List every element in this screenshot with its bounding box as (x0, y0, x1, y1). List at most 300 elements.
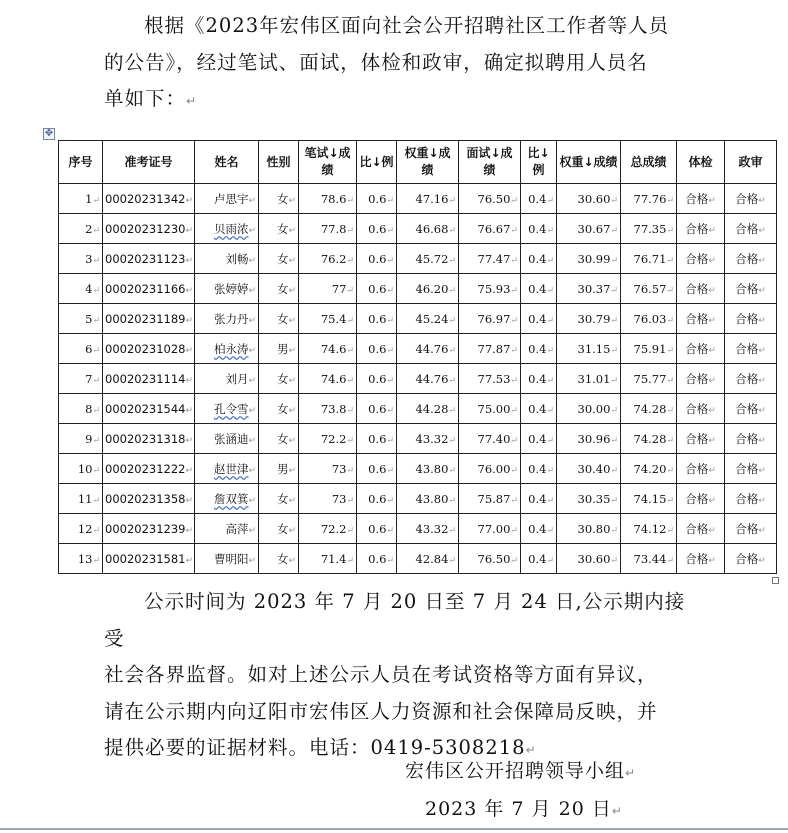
cell-political (725, 274, 777, 304)
cell-value: 2 (85, 221, 93, 236)
cell-mark: ↵ (546, 435, 554, 446)
notice-line-1: 公示时间为 2023 年 7 月 20 日至 7 月 24 日,公示期内接受 (104, 590, 686, 650)
cell-value: 女 (276, 221, 289, 236)
cell-mark: ↵ (185, 255, 194, 266)
cell-exam-id (103, 484, 195, 514)
cell-mark: ↵ (448, 225, 456, 236)
cell-value: 74.15 (633, 491, 667, 506)
cell-ratio2 (521, 544, 557, 574)
cell-mark: ↵ (758, 345, 766, 356)
cell-mark: ↵ (386, 225, 394, 236)
cell-value: 00020231358 (105, 491, 186, 506)
cell-value: 46.20 (415, 281, 449, 296)
cell-value: 30.96 (577, 431, 611, 446)
cell-mark: ↵ (92, 195, 100, 206)
cell-mark: ↵ (666, 465, 674, 476)
cell-mark: ↵ (248, 405, 256, 416)
cell-ratio1 (357, 424, 397, 454)
cell-ratio1 (357, 454, 397, 484)
cell-mark: ↵ (708, 195, 716, 206)
cell-value: 30.40 (577, 461, 611, 476)
cell-mark: ↵ (758, 435, 766, 446)
cell-mark: ↵ (288, 405, 296, 416)
cell-mark: ↵ (288, 315, 296, 326)
cell-weighted1 (397, 544, 459, 574)
cell-value: 30.60 (577, 551, 611, 566)
cell-value: 张涵迪 (213, 431, 249, 446)
cell-mark: ↵ (248, 225, 256, 236)
cell-mark: ↵ (288, 375, 296, 386)
cell-value: 0.4 (528, 401, 547, 416)
cell-weighted1 (397, 454, 459, 484)
cell-value: 女 (276, 551, 289, 566)
cell-name (195, 454, 259, 484)
cell-value: 张力丹 (213, 311, 249, 326)
cell-value: 00020231581 (105, 551, 186, 566)
paragraph-mark: ↵ (611, 804, 622, 818)
cell-mark: ↵ (546, 285, 554, 296)
cell-value: 42.84 (415, 551, 449, 566)
cell-mark: ↵ (288, 255, 296, 266)
cell-mark: ↵ (448, 285, 456, 296)
cell-mark: ↵ (185, 315, 194, 326)
cell-value: 0.4 (528, 281, 547, 296)
cell-value: 合格 (685, 341, 709, 356)
cell-ratio2 (521, 244, 557, 274)
cell-mark: ↵ (510, 375, 518, 386)
table-row (59, 544, 777, 574)
cell-total (621, 394, 677, 424)
cell-gender (259, 184, 299, 214)
cell-value: 女 (276, 281, 289, 296)
cell-weighted2 (557, 364, 621, 394)
cell-value: 高萍 (225, 521, 249, 536)
cell-value: 合格 (685, 461, 709, 476)
cell-value: 0.6 (368, 221, 387, 236)
cell-mark: ↵ (248, 315, 256, 326)
cell-mark: ↵ (288, 195, 296, 206)
cell-value: 合格 (685, 401, 709, 416)
cell-mark: ↵ (185, 435, 194, 446)
cell-value: 男 (276, 461, 289, 476)
cell-mark: ↵ (708, 225, 716, 236)
signature-org-text: 宏伟区公开招聘领导小组 (405, 760, 626, 782)
cell-value: 00020231222 (105, 461, 186, 476)
cell-value: 77.87 (477, 341, 511, 356)
cell-gender (259, 304, 299, 334)
cell-gender (259, 544, 299, 574)
cell-gender (259, 454, 299, 484)
notice-line-4: 提供必要的证据材料。电话：0419-5308218 (104, 736, 526, 759)
cell-total (621, 244, 677, 274)
cell-value: 0.6 (368, 521, 387, 536)
cell-value: 45.24 (415, 311, 449, 326)
cell-value: 詹双箕 (213, 491, 249, 506)
cell-value: 女 (276, 191, 289, 206)
cell-mark: ↵ (386, 315, 394, 326)
cell-mark: ↵ (386, 375, 394, 386)
cell-value: 00020231123 (105, 251, 186, 266)
cell-total (621, 274, 677, 304)
cell-name (195, 514, 259, 544)
header-name: 姓名 (195, 141, 259, 184)
cell-mark: ↵ (386, 195, 394, 206)
cell-mark: ↵ (386, 495, 394, 506)
cell-mark: ↵ (758, 465, 766, 476)
cell-mark: ↵ (758, 555, 766, 566)
cell-value: 30.35 (577, 491, 611, 506)
cell-value: 77.8 (320, 221, 347, 236)
cell-value: 合格 (685, 311, 709, 326)
cell-value: 5 (85, 311, 93, 326)
header-ratio-2: 比↓例 (521, 141, 557, 184)
cell-mark: ↵ (510, 315, 518, 326)
cell-value: 45.72 (415, 251, 449, 266)
cell-value: 30.67 (577, 221, 611, 236)
cell-value: 女 (276, 251, 289, 266)
cell-value: 0.6 (368, 401, 387, 416)
cell-weighted1 (397, 514, 459, 544)
cell-mark: ↵ (92, 495, 100, 506)
cell-value: 合格 (685, 551, 709, 566)
cell-political (725, 304, 777, 334)
cell-mark: ↵ (546, 555, 554, 566)
cell-name (195, 424, 259, 454)
cell-mark: ↵ (185, 555, 194, 566)
cell-value: 9 (85, 431, 93, 446)
cell-value: 43.32 (415, 521, 449, 536)
cell-no (59, 274, 103, 304)
cell-value: 柏永涛 (213, 341, 249, 356)
cell-ratio1 (357, 544, 397, 574)
notice-line-3: 请在公示期内向辽阳市宏伟区人力资源和社会保障局反映，并 (104, 699, 658, 723)
cell-mark: ↵ (288, 495, 296, 506)
cell-mark: ↵ (666, 315, 674, 326)
cell-mark: ↵ (510, 435, 518, 446)
cell-mark: ↵ (610, 195, 618, 206)
cell-weighted2 (557, 334, 621, 364)
cell-value: 女 (276, 401, 289, 416)
cell-value: 75.93 (477, 281, 511, 296)
cell-value: 刘月 (225, 371, 249, 386)
cell-mark: ↵ (448, 555, 456, 566)
table-row (59, 274, 777, 304)
cell-ratio1 (357, 514, 397, 544)
notice-paragraph (104, 584, 694, 769)
cell-written (299, 244, 357, 274)
header-weighted-1: 权重↓成绩 (397, 141, 459, 184)
cell-weighted1 (397, 394, 459, 424)
cell-ratio1 (357, 274, 397, 304)
cell-value: 71.4 (320, 551, 347, 566)
paragraph-mark: ↵ (525, 743, 536, 757)
cell-value: 78.6 (320, 191, 347, 206)
cell-value: 合格 (735, 491, 759, 506)
cell-mark: ↵ (708, 495, 716, 506)
cell-mark: ↵ (610, 465, 618, 476)
cell-ratio2 (521, 274, 557, 304)
cell-value: 0.6 (368, 341, 387, 356)
intro-paragraph (104, 8, 694, 120)
cell-mark: ↵ (448, 195, 456, 206)
cell-mark: ↵ (546, 495, 554, 506)
cell-value: 0.6 (368, 551, 387, 566)
cell-value: 00020231342 (105, 191, 186, 206)
header-exam-id: 准考证号 (103, 141, 195, 184)
cell-weighted2 (557, 394, 621, 424)
cell-value: 75.87 (477, 491, 511, 506)
cell-value: 12 (77, 521, 93, 536)
cell-value: 75.91 (633, 341, 667, 356)
cell-political (725, 184, 777, 214)
cell-ratio2 (521, 304, 557, 334)
table-row (59, 514, 777, 544)
cell-gender (259, 214, 299, 244)
cell-mark: ↵ (346, 345, 354, 356)
cell-value: 30.37 (577, 281, 611, 296)
cell-mark: ↵ (666, 555, 674, 566)
table-row (59, 364, 777, 394)
cell-value: 72.2 (320, 521, 347, 536)
cell-mark: ↵ (510, 285, 518, 296)
cell-mark: ↵ (510, 465, 518, 476)
table-row (59, 184, 777, 214)
cell-mark: ↵ (758, 375, 766, 386)
cell-mark: ↵ (346, 195, 354, 206)
cell-ratio2 (521, 394, 557, 424)
cell-weighted1 (397, 274, 459, 304)
cell-gender (259, 514, 299, 544)
cell-mark: ↵ (510, 255, 518, 266)
page-bottom-rule (0, 828, 788, 830)
cell-mark: ↵ (92, 465, 100, 476)
cell-no (59, 544, 103, 574)
cell-weighted2 (557, 454, 621, 484)
cell-mark: ↵ (546, 345, 554, 356)
cell-ratio2 (521, 184, 557, 214)
cell-mark: ↵ (346, 465, 354, 476)
cell-total (621, 184, 677, 214)
cell-political (725, 424, 777, 454)
results-table (58, 140, 777, 574)
cell-mark: ↵ (546, 405, 554, 416)
table-move-handle-icon[interactable]: ✥ (44, 128, 54, 139)
cell-no (59, 184, 103, 214)
cell-value: 0.6 (368, 191, 387, 206)
cell-weighted2 (557, 274, 621, 304)
cell-ratio1 (357, 484, 397, 514)
cell-gender (259, 424, 299, 454)
cell-value: 77.47 (477, 251, 511, 266)
cell-mark: ↵ (185, 195, 194, 206)
cell-mark: ↵ (288, 285, 296, 296)
cell-value: 43.32 (415, 431, 449, 446)
header-gender: 性别 (259, 141, 299, 184)
cell-name (195, 394, 259, 424)
cell-mark: ↵ (386, 525, 394, 536)
cell-weighted2 (557, 244, 621, 274)
cell-no (59, 334, 103, 364)
cell-value: 合格 (685, 431, 709, 446)
cell-physical (677, 244, 725, 274)
cell-mark: ↵ (92, 285, 100, 296)
paragraph-mark: ↵ (186, 94, 197, 108)
cell-political (725, 484, 777, 514)
cell-physical (677, 394, 725, 424)
cell-value: 合格 (735, 401, 759, 416)
cell-value: 4 (85, 281, 93, 296)
cell-gender (259, 244, 299, 274)
cell-weighted2 (557, 304, 621, 334)
cell-interview (459, 304, 521, 334)
cell-no (59, 214, 103, 244)
cell-value: 8 (85, 401, 93, 416)
cell-mark: ↵ (510, 525, 518, 536)
cell-value: 合格 (685, 281, 709, 296)
cell-name (195, 244, 259, 274)
cell-exam-id (103, 334, 195, 364)
cell-value: 0.4 (528, 191, 547, 206)
table-row (59, 214, 777, 244)
cell-physical (677, 214, 725, 244)
cell-name (195, 214, 259, 244)
cell-mark: ↵ (610, 315, 618, 326)
cell-value: 75.77 (633, 371, 667, 386)
cell-no (59, 244, 103, 274)
cell-mark: ↵ (288, 225, 296, 236)
cell-physical (677, 364, 725, 394)
cell-mark: ↵ (610, 375, 618, 386)
cell-mark: ↵ (708, 345, 716, 356)
cell-mark: ↵ (248, 345, 256, 356)
cell-interview (459, 514, 521, 544)
cell-written (299, 184, 357, 214)
cell-weighted1 (397, 244, 459, 274)
cell-mark: ↵ (758, 405, 766, 416)
cell-total (621, 304, 677, 334)
cell-value: 女 (276, 491, 289, 506)
cell-physical (677, 514, 725, 544)
cell-mark: ↵ (386, 345, 394, 356)
cell-value: 0.6 (368, 431, 387, 446)
cell-exam-id (103, 304, 195, 334)
cell-value: 赵世津 (213, 461, 249, 476)
cell-gender (259, 274, 299, 304)
cell-value: 74.12 (633, 521, 667, 536)
cell-mark: ↵ (666, 345, 674, 356)
cell-value: 77.53 (477, 371, 511, 386)
cell-value: 合格 (735, 431, 759, 446)
cell-value: 00020231114 (105, 371, 186, 386)
cell-no (59, 364, 103, 394)
cell-value: 30.00 (577, 401, 611, 416)
cell-mark: ↵ (185, 375, 194, 386)
cell-value: 47.16 (415, 191, 449, 206)
cell-value: 0.4 (528, 461, 547, 476)
cell-mark: ↵ (346, 375, 354, 386)
cell-political (725, 544, 777, 574)
cell-mark: ↵ (92, 225, 100, 236)
cell-total (621, 454, 677, 484)
cell-value: 76.2 (320, 251, 347, 266)
cell-mark: ↵ (510, 195, 518, 206)
cell-value: 00020231166 (105, 281, 186, 296)
cell-mark: ↵ (708, 285, 716, 296)
cell-exam-id (103, 394, 195, 424)
cell-mark: ↵ (510, 555, 518, 566)
cell-name (195, 364, 259, 394)
cell-physical (677, 484, 725, 514)
cell-value: 76.57 (633, 281, 667, 296)
cell-weighted2 (557, 184, 621, 214)
cell-mark: ↵ (448, 255, 456, 266)
cell-name (195, 274, 259, 304)
cell-mark: ↵ (346, 495, 354, 506)
cell-mark: ↵ (666, 405, 674, 416)
cell-value: 73 (331, 461, 347, 476)
cell-value: 合格 (735, 251, 759, 266)
cell-value: 46.68 (415, 221, 449, 236)
cell-value: 女 (276, 431, 289, 446)
cell-value: 0.4 (528, 221, 547, 236)
cell-ratio1 (357, 334, 397, 364)
table-row (59, 484, 777, 514)
cell-mark: ↵ (386, 465, 394, 476)
cell-interview (459, 244, 521, 274)
cell-mark: ↵ (288, 435, 296, 446)
cell-mark: ↵ (666, 195, 674, 206)
cell-ratio1 (357, 394, 397, 424)
cell-mark: ↵ (92, 405, 100, 416)
cell-mark: ↵ (708, 465, 716, 476)
cell-value: 43.80 (415, 491, 449, 506)
cell-name (195, 484, 259, 514)
cell-mark: ↵ (92, 345, 100, 356)
cell-mark: ↵ (386, 255, 394, 266)
header-no: 序号 (59, 141, 103, 184)
cell-value: 76.71 (633, 251, 667, 266)
cell-ratio2 (521, 364, 557, 394)
cell-no (59, 304, 103, 334)
cell-value: 76.50 (477, 551, 511, 566)
cell-mark: ↵ (666, 495, 674, 506)
cell-value: 30.60 (577, 191, 611, 206)
cell-political (725, 394, 777, 424)
cell-value: 合格 (685, 221, 709, 236)
cell-interview (459, 214, 521, 244)
cell-mark: ↵ (708, 405, 716, 416)
cell-value: 贝雨浓 (213, 221, 249, 236)
header-weighted-2: 权重↓成绩 (557, 141, 621, 184)
cell-mark: ↵ (346, 225, 354, 236)
cell-mark: ↵ (510, 345, 518, 356)
cell-name (195, 334, 259, 364)
cell-physical (677, 424, 725, 454)
cell-value: 77 (331, 281, 347, 296)
cell-value: 女 (276, 311, 289, 326)
cell-value: 张婷婷 (213, 281, 249, 296)
cell-exam-id (103, 544, 195, 574)
cell-value: 合格 (735, 461, 759, 476)
table-resize-handle[interactable] (772, 577, 779, 584)
cell-weighted2 (557, 214, 621, 244)
cell-mark: ↵ (666, 435, 674, 446)
cell-mark: ↵ (248, 375, 256, 386)
cell-total (621, 484, 677, 514)
cell-total (621, 544, 677, 574)
cell-value: 合格 (685, 251, 709, 266)
signature-date-text: 2023 年 7 月 20 日 (425, 798, 612, 820)
